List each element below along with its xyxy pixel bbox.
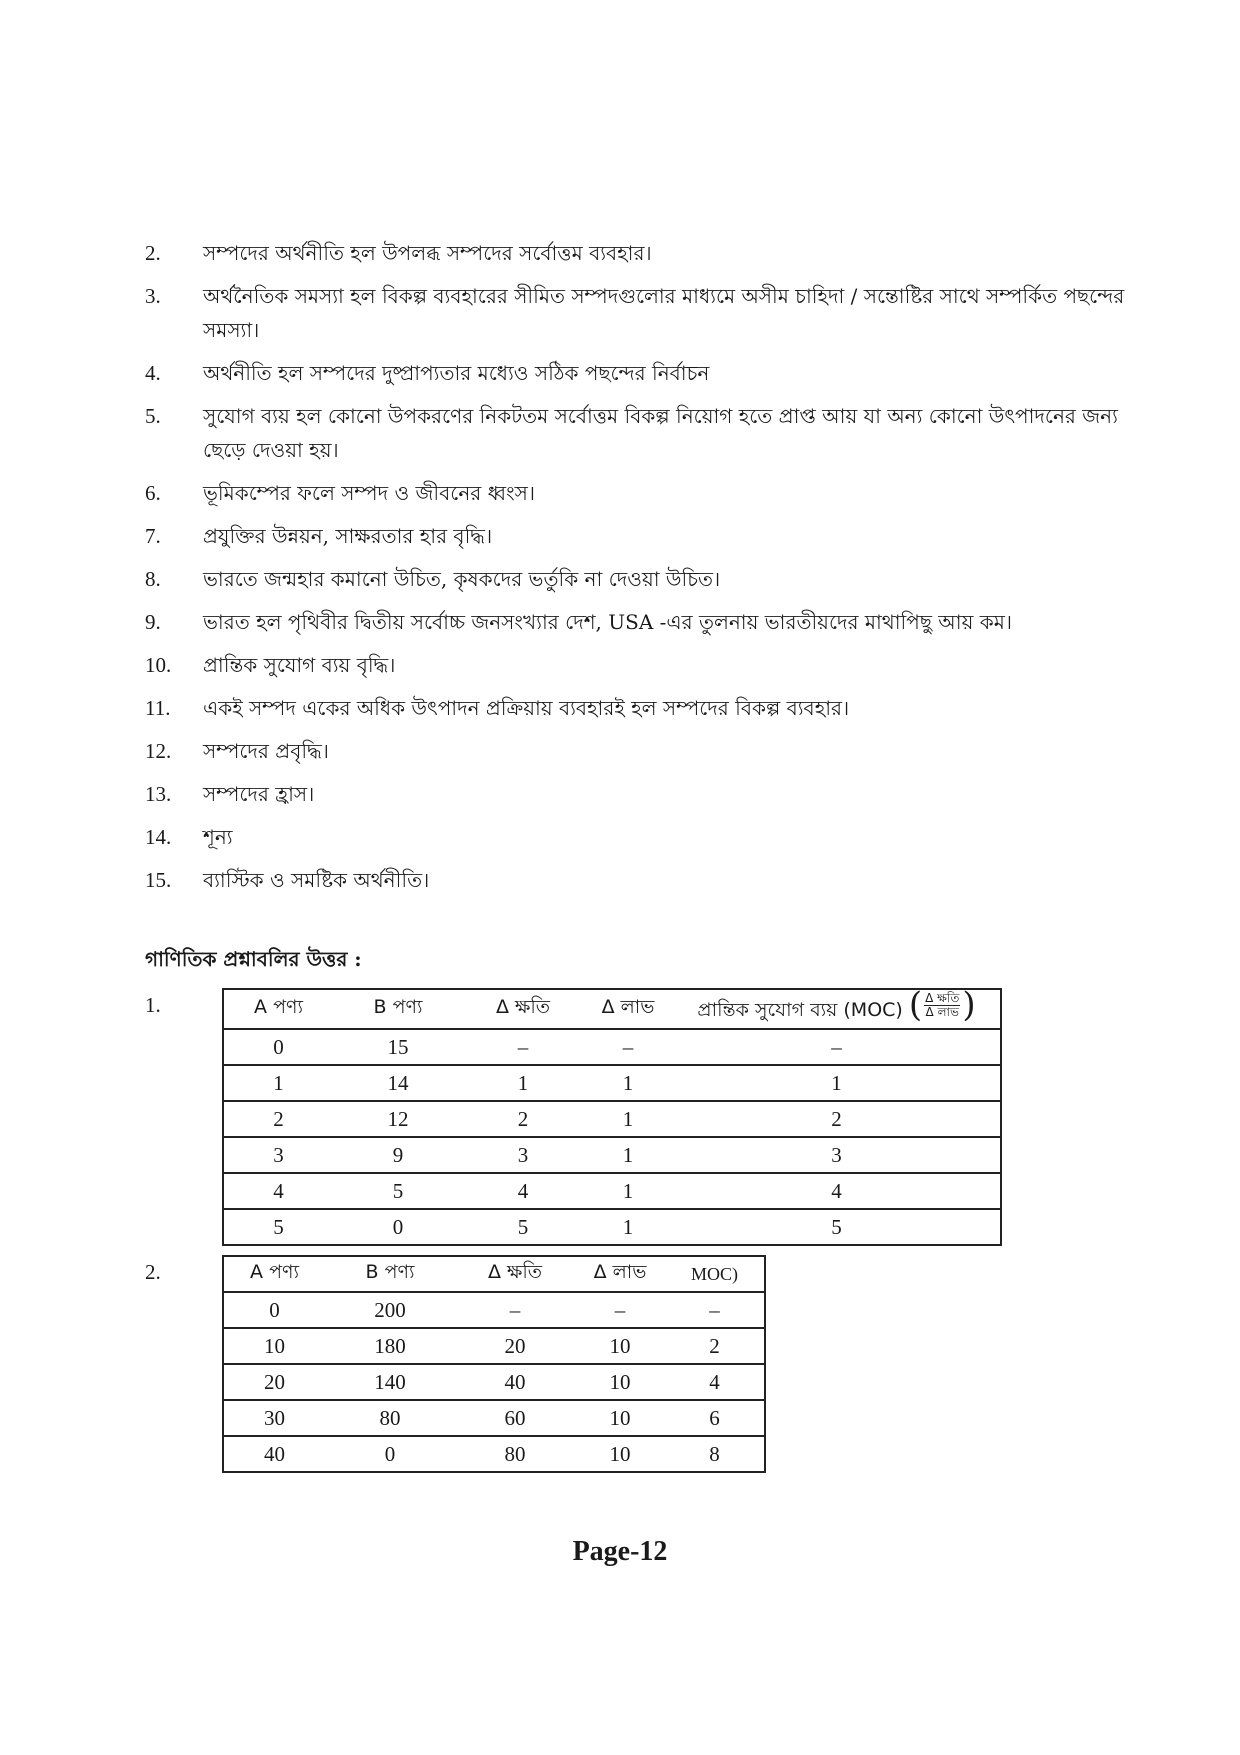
table-cell: 0 [333,1209,463,1245]
table-cell: 10 [575,1400,665,1436]
item-text: সম্পদের প্রবৃদ্ধি। [203,739,329,763]
table-cell: 2 [673,1101,1001,1137]
table-cell: 8 [665,1436,765,1472]
table-cell: 0 [325,1436,455,1472]
table-cell: 1 [223,1065,333,1101]
table-cell: 1 [583,1137,673,1173]
item-number: 5. [145,404,161,428]
table-cell: 6 [665,1400,765,1436]
table-cell: 80 [325,1400,455,1436]
column-header-moc [673,985,1001,1029]
item-number: 10. [145,653,172,677]
item-number: 12. [145,739,172,763]
table-cell: 10 [575,1328,665,1364]
moc-table-1 [222,985,1002,1246]
fraction-numerator: Δ ক্ষতি [925,990,960,1005]
table-cell: 10 [575,1364,665,1400]
list-item [145,820,1135,854]
table-cell: 80 [455,1436,575,1472]
column-header: B পণ্য [373,996,423,1018]
item-number: 11. [145,696,171,720]
item-text: সুযোগ ব্যয় হল কোনো উপকরণের নিকটতম সর্বোত্তম বিকল্প নিয়োগ হতে প্রাপ্ত আয় যা অন্য কোনো উৎপাদনের জন্য ছেড়ে দেওয়া হয়। [203,404,1118,462]
item-text: প্রান্তিক সুযোগ ব্যয় বৃদ্ধি। [203,653,396,677]
table-cell: 2 [463,1101,583,1137]
table-cell: 3 [223,1137,333,1173]
list-item [145,691,1135,725]
table-cell: 1 [583,1209,673,1245]
table-cell: 20 [455,1328,575,1364]
list-item [145,605,1135,639]
item-number: 14. [145,825,172,849]
table-cell: 3 [463,1137,583,1173]
table-cell: 5 [223,1209,333,1245]
item-number: 7. [145,524,161,548]
column-header: Δ ক্ষতি [495,996,551,1018]
column-header: Δ লাভ [601,996,655,1018]
table-cell: 1 [583,1101,673,1137]
list-item [145,399,1135,467]
table-cell: – [463,1029,583,1065]
table-cell: – [575,1292,665,1328]
table-cell: 12 [333,1101,463,1137]
table-row [223,1400,765,1436]
table-cell: 2 [665,1328,765,1364]
list-item [145,279,1135,347]
table-row [223,1137,1001,1173]
list-item [145,476,1135,510]
item-number: 6. [145,481,161,505]
table-row [223,1436,765,1472]
table-cell: 4 [673,1173,1001,1209]
table-header-row [223,1256,765,1292]
table-cell: 4 [665,1364,765,1400]
table-cell: 2 [223,1101,333,1137]
list-item [145,863,1135,897]
right-paren: ) [962,985,976,1025]
fraction-denominator: Δ লাভ [925,1004,959,1019]
moc-label: প্রান্তিক সুযোগ ব্যয় (MOC) [697,999,903,1021]
section-heading: গাণিতিক প্রশ্নাবলির উত্তর : [145,947,362,971]
table-cell: 20 [223,1364,325,1400]
table-cell: – [673,1029,1001,1065]
table-cell: 4 [463,1173,583,1209]
list-item [145,562,1135,596]
item-number: 15. [145,868,172,892]
table-cell: 1 [463,1065,583,1101]
item-text: সম্পদের অর্থনীতি হল উপলব্ধ সম্পদের সর্বোত্তম ব্যবহার। [203,241,652,265]
list-item [145,734,1135,768]
table-cell: – [583,1029,673,1065]
table-cell: 5 [673,1209,1001,1245]
column-header: A পণ্য [250,1261,299,1283]
table-cell: 9 [333,1137,463,1173]
table-cell: 1 [583,1065,673,1101]
item-text: অর্থনীতি হল সম্পদের দুষ্প্রাপ্যতার মধ্যেও সঠিক পছন্দের নির্বাচন [203,361,710,385]
table-cell: 5 [463,1209,583,1245]
item-text: শূন্য [203,825,233,849]
item-text: ভূমিকম্পের ফলে সম্পদ ও জীবনের ধ্বংস। [203,481,535,505]
table-cell: 14 [333,1065,463,1101]
table-cell: 5 [333,1173,463,1209]
table-cell: 140 [325,1364,455,1400]
column-header: Δ লাভ [593,1261,647,1283]
column-header: B পণ্য [365,1261,415,1283]
item-text: অর্থনৈতিক সমস্যা হল বিকল্প ব্যবহারের সীমিত সম্পদগুলোর মাধ্যমে অসীম চাহিদা / সন্তোষ্টির সাথে সম্পর্কিত পছন্দের সমস্যা। [203,284,1125,342]
table-cell: – [455,1292,575,1328]
item-number: 8. [145,567,161,591]
left-paren: ( [908,985,923,1025]
page-number: Page-12 [572,1536,668,1567]
item-text: প্রযুক্তির উন্নয়ন, সাক্ষরতার হার বৃদ্ধি। [203,524,493,548]
table-cell: 30 [223,1400,325,1436]
item-number: 13. [145,782,172,806]
table-cell: 0 [223,1029,333,1065]
table-number: 2. [145,1260,161,1284]
item-number: 9. [145,610,161,634]
item-text: ভারতে জন্মহার কমানো উচিত, কৃষকদের ভর্তুকি না দেওয়া উচিত। [203,567,721,591]
list-item [145,356,1135,390]
item-text: সম্পদের হ্রাস। [203,782,315,806]
table-row [223,1101,1001,1137]
table-cell: 3 [673,1137,1001,1173]
table-cell: 180 [325,1328,455,1364]
item-number: 2. [145,241,161,265]
column-header: MOC) [690,1263,738,1284]
table-row [223,1364,765,1400]
list-item [145,236,1135,270]
table-row [223,1292,765,1328]
list-item [145,648,1135,682]
table-cell: – [665,1292,765,1328]
table-cell: 1 [673,1065,1001,1101]
table-cell: 4 [223,1173,333,1209]
table-row [223,1065,1001,1101]
table-cell: 1 [583,1173,673,1209]
item-text: ব্যাস্টিক ও সমষ্টিক অর্থনীতি। [203,868,430,892]
list-item [145,519,1135,553]
table-row [223,1173,1001,1209]
table-cell: 10 [575,1436,665,1472]
table-cell: 0 [223,1292,325,1328]
table-row [223,1029,1001,1065]
column-header: A পণ্য [254,996,303,1018]
moc-fraction [908,985,976,1025]
answer-list [145,236,1135,906]
list-item [145,777,1135,811]
table-row [223,1209,1001,1245]
table-cell: 10 [223,1328,325,1364]
table-cell: 15 [333,1029,463,1065]
table-cell: 40 [455,1364,575,1400]
table-cell: 40 [223,1436,325,1472]
table-cell: 60 [455,1400,575,1436]
item-number: 3. [145,284,161,308]
item-text: একই সম্পদ একের অধিক উৎপাদন প্রক্রিয়ায় ব্যবহারই হল সম্পদের বিকল্প ব্যবহার। [203,696,850,720]
item-number: 4. [145,361,161,385]
column-header: Δ ক্ষতি [487,1261,543,1283]
table-header-row [223,989,1001,1029]
table-cell: 200 [325,1292,455,1328]
moc-table-2 [222,1255,766,1473]
table-number: 1. [145,993,161,1017]
item-text: ভারত হল পৃথিবীর দ্বিতীয় সর্বোচ্চ জনসংখ্যার দেশ, USA -এর তুলনায় ভারতীয়দের মাথাপিছু আয় কম। [203,610,1013,634]
table-row [223,1328,765,1364]
